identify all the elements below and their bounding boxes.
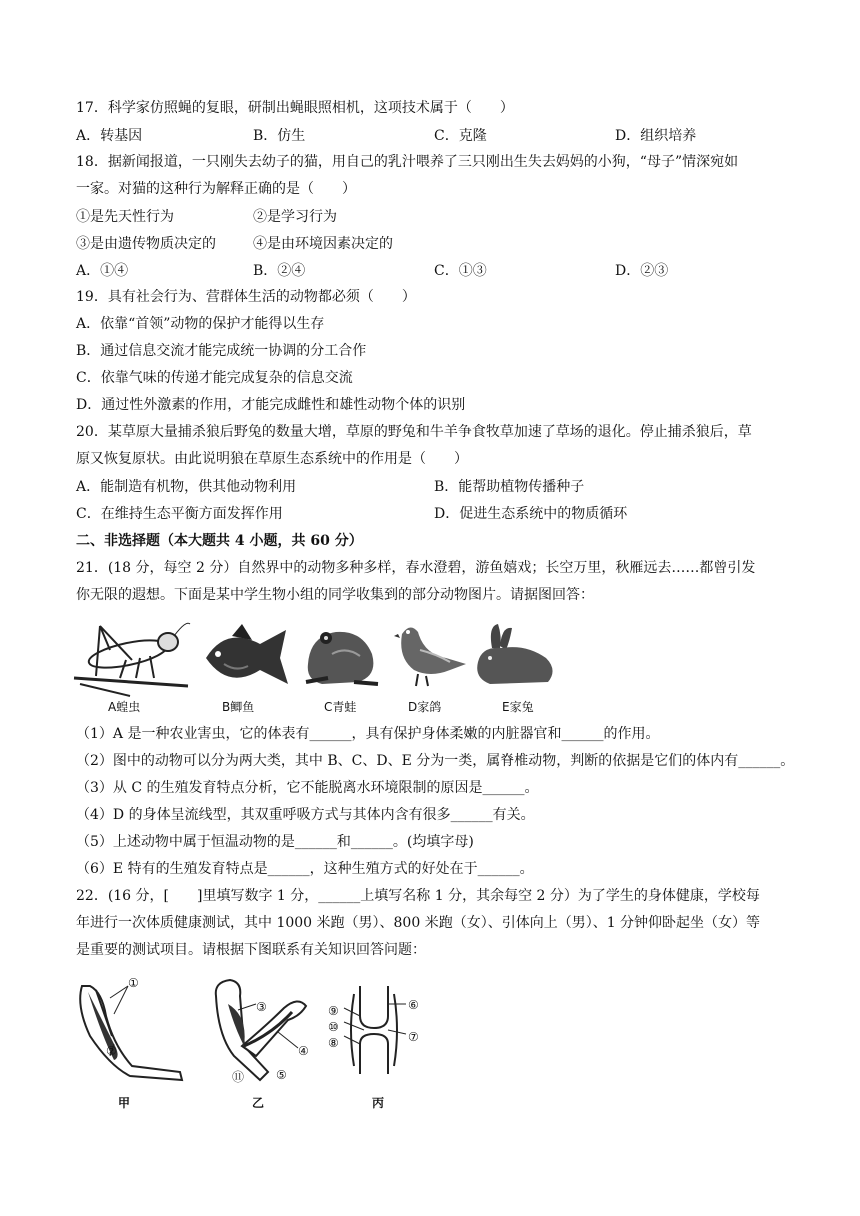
q20-option-d: D．促进生态系统中的物质循环 <box>434 506 628 522</box>
q21-stem-line2: 你无限的遐想。下面是某中学生物小组的同学收集到的部分动物图片。请据图回答： <box>76 587 594 603</box>
marker-8: ⑧ <box>328 1036 339 1050</box>
q18-statements-row2 <box>76 233 796 253</box>
q18-statement-1: ①是先天性行为 <box>76 209 174 225</box>
q20-options-row2 <box>76 503 796 523</box>
q17-option-a: A．转基因 <box>76 128 143 144</box>
marker-7: ⑦ <box>408 1030 419 1044</box>
q18-stem-line2: 一家。对猫的这种行为解释正确的是（ ） <box>76 181 356 197</box>
q19-stem: 19．具有社会行为、营群体生活的动物都必须（ ） <box>76 289 416 305</box>
q22-stem-line2: 年进行一次体质健康测试，其中 1000 米跑（男）、800 米跑（女）、引体向上（男）、1 分钟仰卧起坐（女）等 <box>76 915 761 931</box>
caption-rabbit: E家兔 <box>502 700 534 714</box>
caption-pigeon: D家鸽 <box>408 700 442 714</box>
figure-label-jia: 甲 <box>118 1096 131 1110</box>
caption-frog: C青蛙 <box>324 700 357 714</box>
q19-option-a: A．依靠“首领”动物的保护才能得以生存 <box>76 316 325 332</box>
muscle-joint-figure-panel <box>70 976 440 1116</box>
grasshopper-image <box>70 620 192 698</box>
q21-sub-5: （5）上述动物中属于恒温动物的是______和______。(均填字母) <box>76 834 474 850</box>
q18-statement-3: ③是由遗传物质决定的 <box>76 236 216 252</box>
section2-heading: 二、非选择题（本大题共 4 小题，共 60 分） <box>76 533 363 549</box>
q21-sub-1: （1）A 是一种农业害虫，它的体表有______，具有保护身体柔嫩的内脏器官和______的作用。 <box>76 726 660 742</box>
q19-option-c: C．依靠气味的传递才能完成复杂的信息交流 <box>76 370 353 386</box>
q17-option-c: C．克隆 <box>434 128 487 144</box>
caption-grasshopper: A蝗虫 <box>108 700 141 714</box>
q21-stem-line1: 21．(18 分，每空 2 分）自然界中的动物多种多样，春水澄碧，游鱼嬉戏；长空万里，秋雁远去……都曾引发 <box>76 560 756 576</box>
marker-2: ② <box>106 1044 117 1058</box>
q18-option-c: C．①③ <box>434 263 487 279</box>
crucian-carp-image <box>202 622 292 692</box>
q22-stem-line1: 22．(16 分，[ ]里填写数字 1 分，______上填写名称 1 分，其余每空 2 分）为了学生的身体健康，学校每 <box>76 888 760 904</box>
q22-stem-line3: 是重要的测试项目。请根据下图联系有关知识回答问题： <box>76 942 426 958</box>
q19-option-d: D．通过性外激素的作用，才能完成雌性和雄性动物个体的识别 <box>76 397 466 413</box>
figure-jia-arm <box>70 976 200 1086</box>
marker-4: ④ <box>298 1044 309 1058</box>
q17-options <box>76 125 796 145</box>
q20-options-row1 <box>76 476 796 496</box>
q18-statement-2: ②是学习行为 <box>253 209 337 225</box>
marker-10: ⑩ <box>328 1020 339 1034</box>
q18-options <box>76 260 796 280</box>
q18-statement-4: ④是由环境因素决定的 <box>253 236 393 252</box>
figure-label-bing: 丙 <box>372 1096 385 1110</box>
q20-option-b: B．能帮助植物传播种子 <box>434 479 585 495</box>
q21-sub-4: （4）D 的身体呈流线型，其双重呼吸方式与其体内含有很多______有关。 <box>76 807 535 823</box>
q20-option-a: A．能制造有机物，供其他动物利用 <box>76 479 297 495</box>
q20-stem-line2: 原又恢复原状。由此说明狼在草原生态系统中的作用是（ ） <box>76 451 468 467</box>
q17-option-b: B．仿生 <box>253 128 306 144</box>
q18-option-b: B．②④ <box>253 263 306 279</box>
animal-figure-panel <box>70 620 560 720</box>
frog-image <box>302 624 382 688</box>
q17-stem: 17．科学家仿照蝇的复眼，研制出蝇眼照相机，这项技术属于（ ） <box>76 100 514 116</box>
marker-3: ③ <box>256 1000 267 1014</box>
marker-11: ⑪ <box>232 1070 245 1084</box>
caption-carp: B鲫鱼 <box>222 700 255 714</box>
q19-option-b: B．通过信息交流才能完成统一协调的分工合作 <box>76 343 367 359</box>
q18-statements-row1 <box>76 206 796 226</box>
q21-sub-3: （3）从 C 的生殖发育特点分析，它不能脱离水环境限制的原因是______。 <box>76 780 539 796</box>
q18-option-d: D．②③ <box>615 263 669 279</box>
marker-5: ⑤ <box>276 1068 287 1082</box>
pigeon-image <box>390 620 468 692</box>
q18-option-a: A．①④ <box>76 263 129 279</box>
q17-option-d: D．组织培养 <box>615 128 697 144</box>
q20-option-c: C．在维持生态平衡方面发挥作用 <box>76 506 283 522</box>
q20-stem-line1: 20．某草原大量捕杀狼后野兔的数量大增，草原的野兔和牛羊争食牧草加速了草场的退化。停止捕杀狼后，草 <box>76 424 752 440</box>
marker-9: ⑨ <box>328 1004 339 1018</box>
marker-6: ⑥ <box>408 998 419 1012</box>
q18-stem-line1: 18．据新闻报道，一只刚失去幼子的猫，用自己的乳汁喂养了三只刚出生失去妈妈的小狗，“母子”情深宛如 <box>76 154 739 170</box>
figure-label-yi: 乙 <box>252 1096 265 1110</box>
q21-sub-2: （2）图中的动物可以分为两大类，其中 B、C、D、E 分为一类，属脊椎动物，判断的依据是它们的体内有______。 <box>76 753 795 769</box>
marker-1: ① <box>128 976 139 990</box>
figure-yi-arm <box>208 976 318 1086</box>
q21-sub-6: （6）E 特有的生殖发育特点是______，这种生殖方式的好处在于______。 <box>76 861 534 877</box>
rabbit-image <box>468 622 562 688</box>
